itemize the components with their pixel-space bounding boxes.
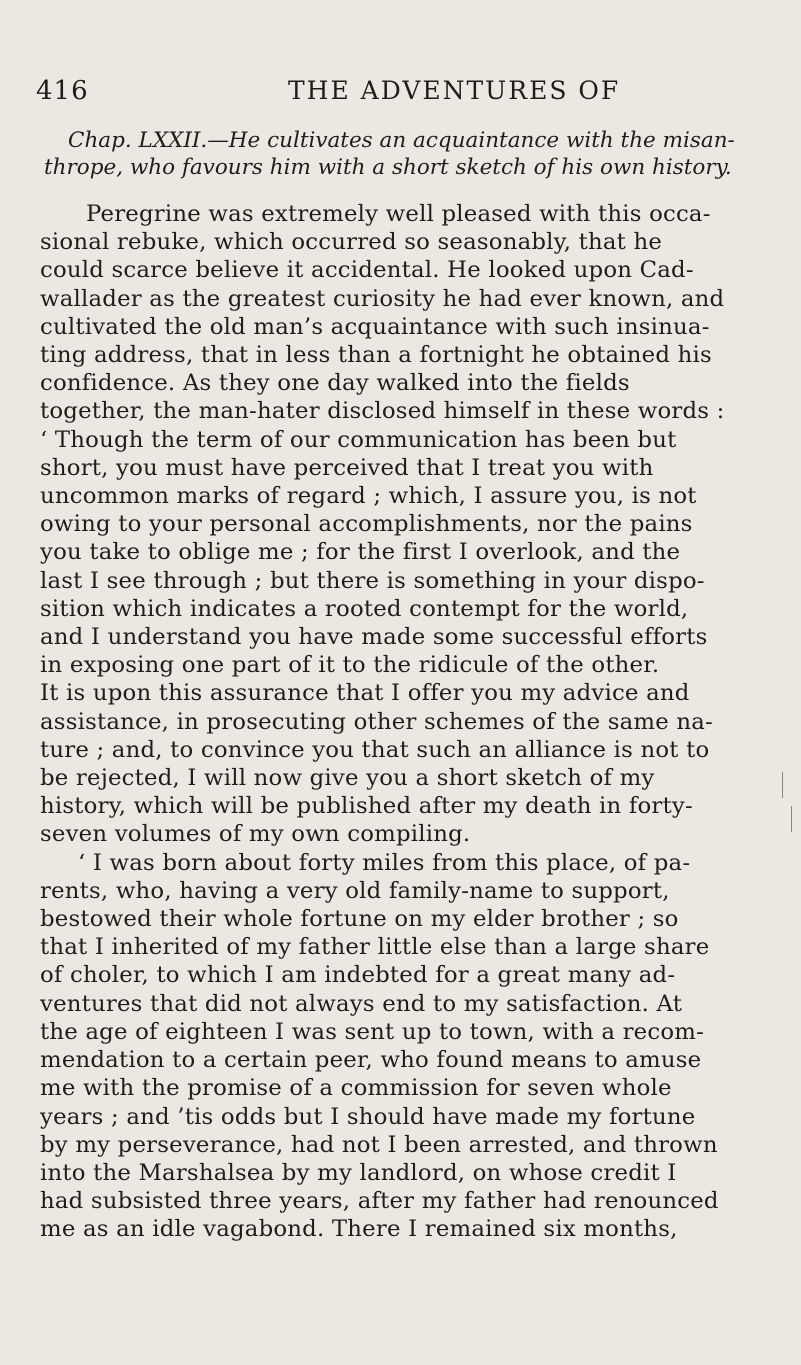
text-line: owing to your personal accomplishments, nor the pains <box>40 511 693 538</box>
text-line: could scarce believe it accidental. He looked upon Cad- <box>40 257 694 284</box>
text-line: the age of eighteen I was sent up to town, with a recom- <box>40 1018 704 1045</box>
body-text <box>40 200 790 1244</box>
text-line: uncommon marks of regard ; which, I assure you, is not <box>40 483 697 510</box>
text-line: of choler, to which I am indebted for a great many ad- <box>40 962 676 989</box>
text-line: It is upon this assurance that I offer you my advice and <box>40 680 690 707</box>
text-line: by my perseverance, had not I been arrested, and thrown <box>40 1131 718 1158</box>
text-line: in exposing one part of it to the ridicule of the other. <box>40 652 660 679</box>
text-line: and I understand you have made some successful efforts <box>40 624 708 651</box>
text-line: ‘ I was born about forty miles from this place, of pa- <box>78 849 691 876</box>
text-line: history, which will be published after my death in forty- <box>40 793 693 820</box>
text-line: together, the man-hater disclosed himself in these words : <box>40 398 725 425</box>
text-line: seven volumes of my own compiling. <box>40 821 471 848</box>
text-line: Peregrine was extremely well pleased with this occa- <box>86 201 711 227</box>
text-line: bestowed their whole fortune on my elder brother ; so <box>40 906 679 933</box>
page-number: 416 <box>36 76 89 106</box>
margin-mark <box>791 806 792 832</box>
text-line: years ; and ’tis odds but I should have made my fortune <box>40 1103 696 1130</box>
text-line: confidence. As they one day walked into the fields <box>40 370 630 397</box>
running-head: THE ADVENTURES OF <box>288 76 621 105</box>
text-line: had subsisted three years, after my father had renounced <box>40 1188 719 1215</box>
text-line: you take to oblige me ; for the first I overlook, and the <box>40 539 681 566</box>
text-line: rents, who, having a very old family-name to support, <box>40 877 670 904</box>
text-line: be rejected, I will now give you a short sketch of my <box>40 765 655 792</box>
summary-line: thrope, who favours him with a short sketch of his own history. <box>44 155 732 180</box>
text-line: ‘ Though the term of our communication has been but <box>40 426 677 453</box>
text-line: last I see through ; but there is something in your dispo- <box>40 567 705 594</box>
text-line: wallader as the greatest curiosity he had ever known, and <box>40 285 725 312</box>
text-line: cultivated the old man’s acquaintance with such insinua- <box>40 313 710 340</box>
chapter-summary <box>44 127 764 181</box>
margin-mark <box>782 772 783 798</box>
text-line: assistance, in prosecuting other schemes of the same na- <box>40 708 713 735</box>
text-line: me as an idle vagabond. There I remained six months, <box>40 1216 678 1243</box>
text-line: mendation to a certain peer, who found means to amuse <box>40 1047 702 1074</box>
summary-line: Chap. LXXII.—He cultivates an acquaintance with the misan- <box>68 128 735 153</box>
text-line: me with the promise of a commission for seven whole <box>40 1075 672 1102</box>
text-line: ture ; and, to convince you that such an alliance is not to <box>40 736 710 763</box>
page-header <box>0 76 801 108</box>
text-line: sional rebuke, which occurred so seasonably, that he <box>40 229 663 256</box>
text-line: ventures that did not always end to my satisfaction. At <box>40 990 683 1017</box>
text-line: short, you must have perceived that I treat you with <box>40 454 654 481</box>
text-line: that I inherited of my father little else than a large share <box>40 934 710 961</box>
text-line: into the Marshalsea by my landlord, on whose credit I <box>40 1159 677 1186</box>
text-line: ting address, that in less than a fortnight he obtained his <box>40 342 712 369</box>
text-line: sition which indicates a rooted contempt for the world, <box>40 595 689 622</box>
